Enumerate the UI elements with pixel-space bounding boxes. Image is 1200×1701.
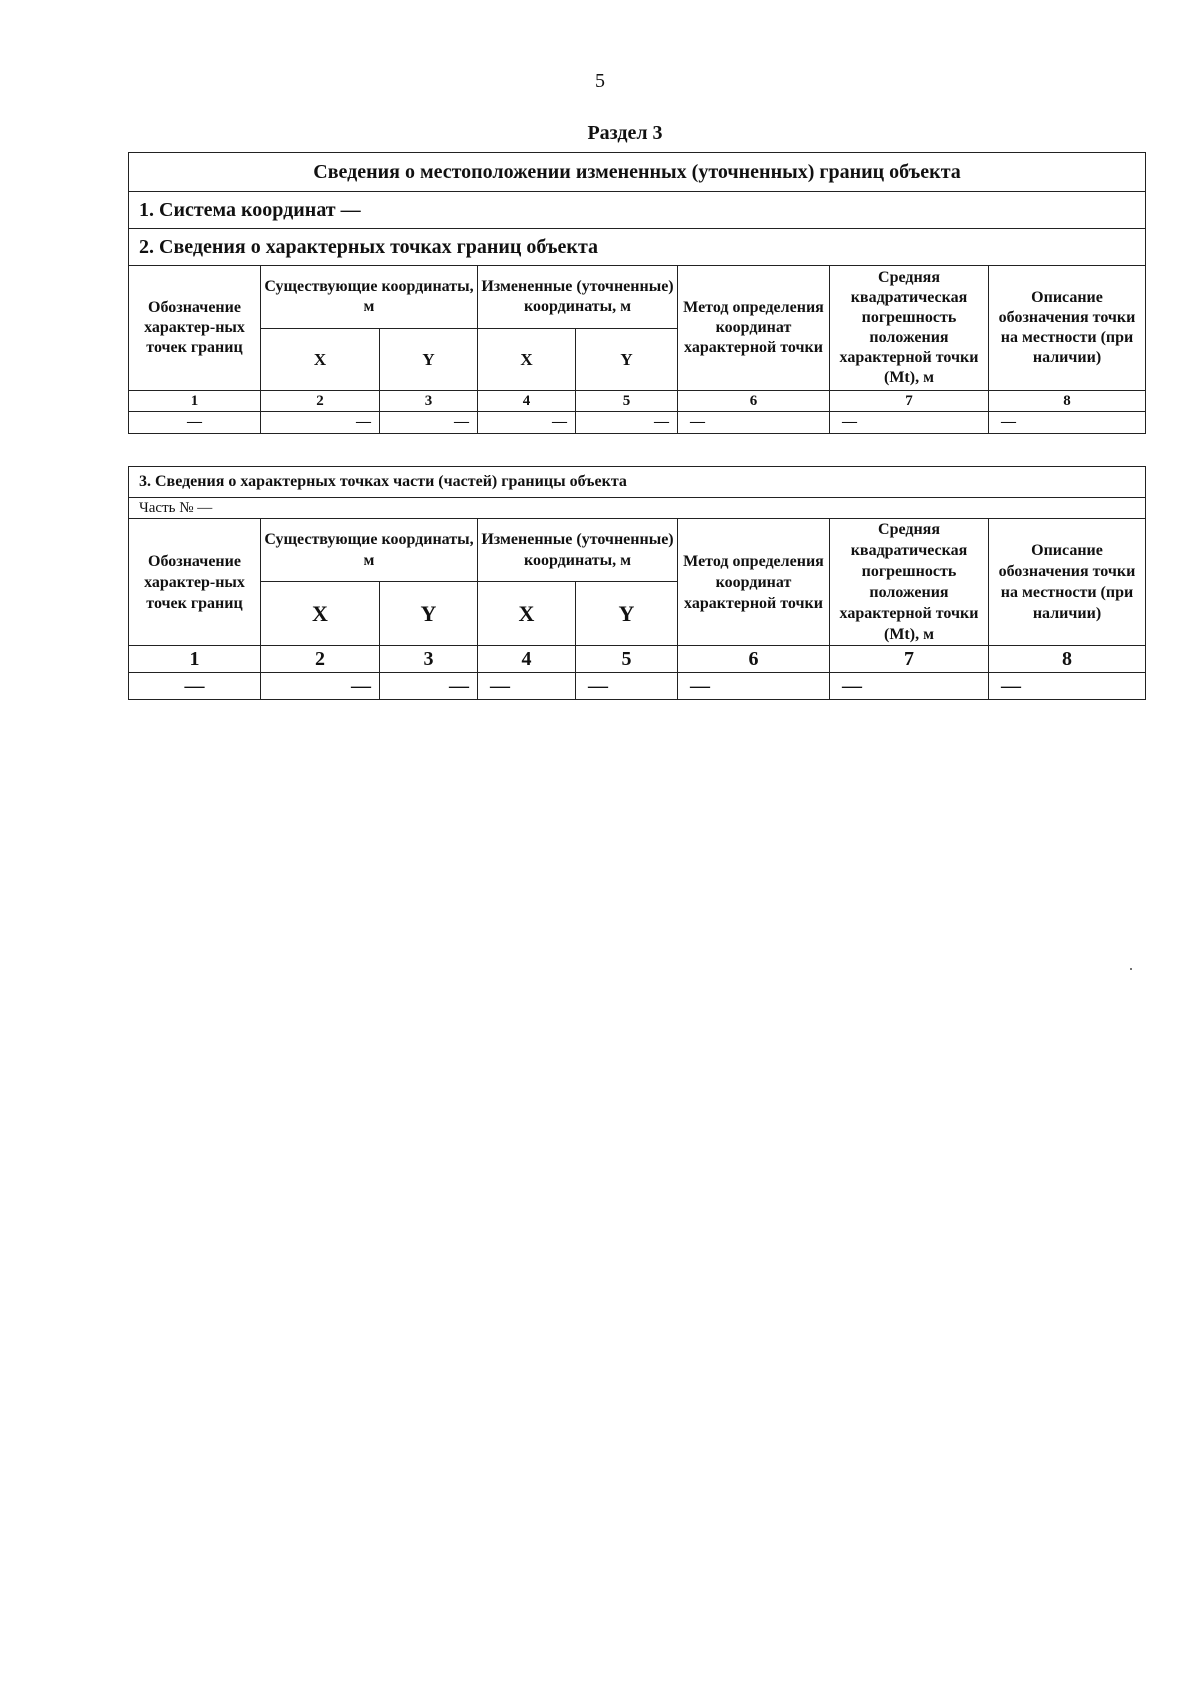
cell-description: — [989,673,1146,700]
cell-changed-y: — [576,673,678,700]
cell-changed-x: — [478,673,576,700]
col-number-8: 8 [989,646,1146,673]
part-boundary-points-table-block [128,466,1145,700]
part-number-line: Часть № — [129,498,1146,519]
cell-existing-y: — [380,673,478,700]
header-changed-y: Y [576,329,678,391]
col-number-7: 7 [830,391,989,412]
header-method: Метод определения координат характерной точки [678,519,830,646]
cell-description: — [989,412,1146,434]
header-method: Метод определения координат характерной точки [678,266,830,391]
col-number-5: 5 [576,646,678,673]
col-number-4: 4 [478,646,576,673]
col-number-1: 1 [129,391,261,412]
col-number-3: 3 [380,391,478,412]
table-row [129,673,1146,700]
header-designation: Обозначение характер-ных точек границ [129,266,261,391]
header-existing-x: X [261,329,380,391]
coordinate-system-line: 1. Система координат — [129,192,1146,229]
stray-dot [1130,968,1132,970]
col-number-2: 2 [261,646,380,673]
col-number-6: 6 [678,646,830,673]
col-number-2: 2 [261,391,380,412]
cell-method: — [678,412,830,434]
cell-existing-x: — [261,673,380,700]
points-subtitle: 2. Сведения о характерных точках границ объекта [129,229,1146,266]
table-title: 3. Сведения о характерных точках части (частей) границы объекта [129,467,1146,498]
col-number-6: 6 [678,391,830,412]
header-existing-y: Y [380,582,478,646]
boundary-points-table [128,152,1146,434]
col-number-4: 4 [478,391,576,412]
header-existing-y: Y [380,329,478,391]
header-existing-coords: Существующие координаты, м [261,266,478,329]
cell-existing-y: — [380,412,478,434]
header-changed-coords: Измененные (уточненные) координаты, м [478,266,678,329]
header-existing-x: X [261,582,380,646]
cell-changed-y: — [576,412,678,434]
header-designation: Обозначение характер-ных точек границ [129,519,261,646]
section-title: Раздел 3 [587,122,663,144]
cell-designation: — [129,673,261,700]
cell-method: — [678,673,830,700]
header-changed-coords: Измененные (уточненные) координаты, м [478,519,678,582]
part-boundary-points-table [128,466,1146,700]
header-error: Средняя квадратическая погрешность положения характерной точки (Mt), м [830,519,989,646]
cell-existing-x: — [261,412,380,434]
page-number: 5 [595,70,605,92]
header-existing-coords: Существующие координаты, м [261,519,478,582]
col-number-1: 1 [129,646,261,673]
col-number-5: 5 [576,391,678,412]
col-number-3: 3 [380,646,478,673]
header-changed-x: X [478,582,576,646]
cell-changed-x: — [478,412,576,434]
header-description: Описание обозначения точки на местности (при наличии) [989,266,1146,391]
cell-designation: — [129,412,261,434]
cell-error: — [830,412,989,434]
header-description: Описание обозначения точки на местности (при наличии) [989,519,1146,646]
boundary-points-table-block [128,152,1145,434]
cell-error: — [830,673,989,700]
header-error: Средняя квадратическая погрешность положения характерной точки (Mt), м [830,266,989,391]
header-changed-x: X [478,329,576,391]
col-number-8: 8 [989,391,1146,412]
table-title: Сведения о местоположении измененных (уточненных) границ объекта [129,153,1146,192]
col-number-7: 7 [830,646,989,673]
table-row [129,412,1146,434]
header-changed-y: Y [576,582,678,646]
